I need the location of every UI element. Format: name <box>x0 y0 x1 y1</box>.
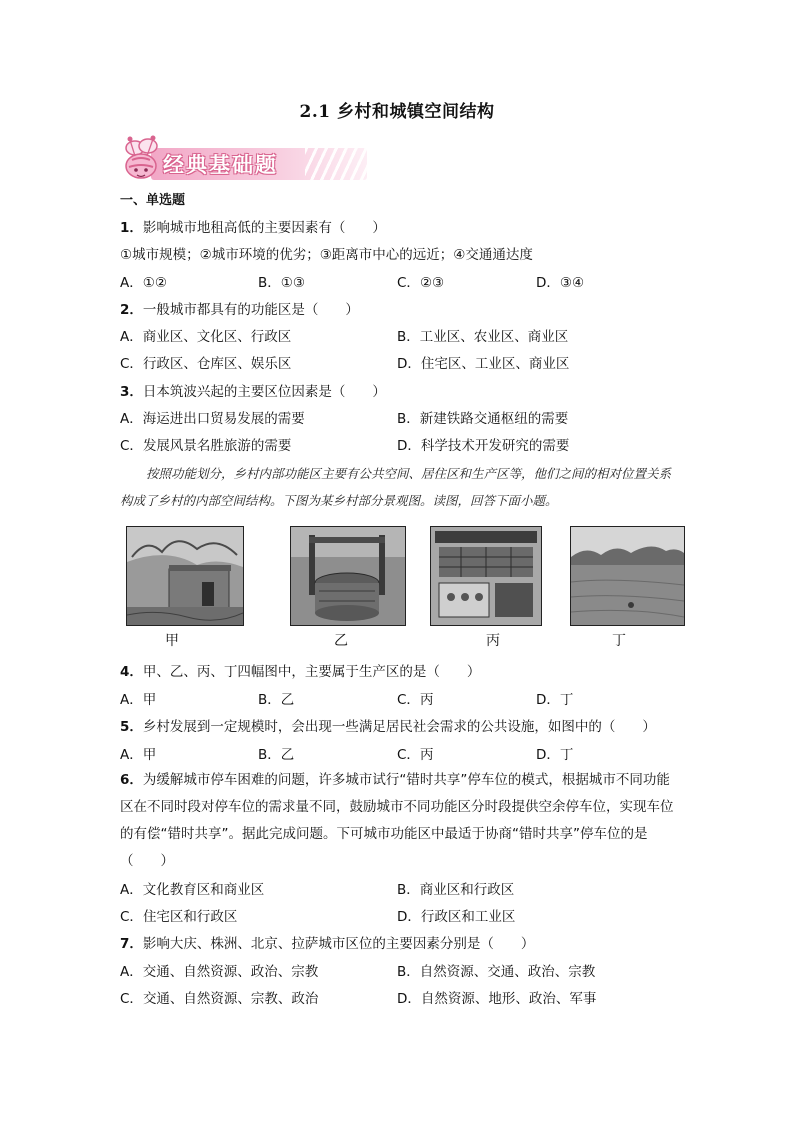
option-label: A． <box>120 747 143 763</box>
option-label: D． <box>536 275 560 291</box>
option-text: ①③ <box>280 275 305 291</box>
option-text: 丙 <box>419 692 434 708</box>
option-label: C． <box>120 991 143 1007</box>
question-number: 4． <box>120 664 143 680</box>
question-text: 乡村发展到一定规模时，会出现一些满足居民社会需求的公共设施，如图中的（ ） <box>142 719 656 735</box>
option-d[interactable] <box>397 989 596 1009</box>
option-text: 商业区和行政区 <box>419 882 515 898</box>
question-number: 6． <box>120 772 143 788</box>
option-d[interactable] <box>397 907 515 927</box>
option-a[interactable] <box>120 273 167 293</box>
option-a[interactable] <box>120 327 291 347</box>
option-label: C． <box>120 356 143 372</box>
option-text: 丙 <box>419 747 434 763</box>
question-text: 影响城市地租高低的主要因素有（ ） <box>142 220 386 236</box>
option-d[interactable] <box>536 690 573 710</box>
question-text: 一般城市都具有的功能区是（ ） <box>142 302 359 318</box>
photo-caption: 丙 <box>486 633 500 649</box>
option-label: A． <box>120 275 143 291</box>
option-text: ③④ <box>559 275 585 291</box>
question-number: 5． <box>120 719 143 735</box>
option-text: 新建铁路交通枢纽的需要 <box>419 411 569 427</box>
option-label: D． <box>536 747 560 763</box>
page-title: 2.1 乡村和城镇空间结构 <box>299 102 495 122</box>
question-1-stem <box>120 218 386 238</box>
question-text: 甲、乙、丙、丁四幅图中，主要属于生产区的是（ ） <box>142 664 481 680</box>
option-a[interactable] <box>120 690 156 710</box>
option-text: 自然资源、交通、政治、宗教 <box>419 964 596 980</box>
option-label: B． <box>397 411 420 427</box>
shop-photo <box>430 526 542 626</box>
photo-caption: 丁 <box>612 633 626 649</box>
option-d[interactable] <box>397 436 569 456</box>
option-text: 住宅区和行政区 <box>142 909 238 925</box>
option-text: 科学技术开发研究的需要 <box>420 438 570 454</box>
option-b[interactable] <box>258 745 294 765</box>
option-label: B． <box>397 882 420 898</box>
option-a[interactable] <box>120 962 318 982</box>
question-5-stem <box>120 717 656 737</box>
section-heading: 一、单选题 <box>120 193 186 208</box>
option-text: 工业区、农业区、商业区 <box>419 329 569 345</box>
option-label: A． <box>120 964 143 980</box>
option-d[interactable] <box>536 745 573 765</box>
option-label: B． <box>258 275 281 291</box>
option-text: 商业区、文化区、行政区 <box>142 329 292 345</box>
option-text: 行政区、仓库区、娱乐区 <box>142 356 292 372</box>
photo-caption: 甲 <box>165 633 179 649</box>
photo-caption: 乙 <box>334 633 348 649</box>
question-2-stem <box>120 300 359 320</box>
well-photo <box>290 526 406 626</box>
section-banner <box>115 134 375 188</box>
option-label: A． <box>120 692 143 708</box>
option-b[interactable] <box>397 409 568 429</box>
question-number: 2． <box>120 302 143 318</box>
option-b[interactable] <box>397 962 595 982</box>
option-text: 海运进出口贸易发展的需要 <box>142 411 305 427</box>
rural-house-photo <box>126 526 244 626</box>
option-a[interactable] <box>120 880 264 900</box>
option-label: C． <box>120 438 143 454</box>
option-c[interactable] <box>120 989 318 1009</box>
option-text: 乙 <box>280 747 295 763</box>
option-c[interactable] <box>397 273 444 293</box>
question-7-stem <box>120 934 534 954</box>
option-text: 甲 <box>142 747 157 763</box>
question-6-stem <box>120 767 680 875</box>
option-b[interactable] <box>258 273 305 293</box>
option-b[interactable] <box>258 690 294 710</box>
field-photo <box>570 526 685 626</box>
option-a[interactable] <box>120 745 156 765</box>
option-c[interactable] <box>120 436 291 456</box>
option-label: C． <box>397 275 420 291</box>
option-label: D． <box>397 991 421 1007</box>
option-text: 自然资源、地形、政治、军事 <box>420 991 597 1007</box>
option-label: C． <box>397 747 420 763</box>
option-label: D． <box>536 692 560 708</box>
option-text: 丁 <box>559 747 574 763</box>
option-label: C． <box>397 692 420 708</box>
reading-passage: 按照功能划分，乡村内部功能区主要有公共空间、居住区和生产区等，他们之间的相对位置关系构成了乡村的内部空间结构。下图为某乡村部分景观图。读图，回答下面小题。 <box>120 466 672 508</box>
question-3-stem <box>120 382 386 402</box>
option-text: 甲 <box>142 692 157 708</box>
question-number: 7． <box>120 936 143 952</box>
option-c[interactable] <box>397 745 433 765</box>
option-text: ①② <box>142 275 167 291</box>
option-d[interactable] <box>536 273 584 293</box>
option-label: C． <box>120 909 143 925</box>
option-label: A． <box>120 329 143 345</box>
option-text: 乙 <box>280 692 295 708</box>
option-text: 丁 <box>559 692 574 708</box>
option-label: B． <box>258 747 281 763</box>
option-a[interactable] <box>120 409 305 429</box>
option-label: B． <box>397 964 420 980</box>
option-text: 文化教育区和商业区 <box>142 882 265 898</box>
option-b[interactable] <box>397 327 568 347</box>
option-label: D． <box>397 356 421 372</box>
option-label: A． <box>120 411 143 427</box>
option-c[interactable] <box>397 690 433 710</box>
question-number: 3． <box>120 384 143 400</box>
banner-text: 经典基础题 <box>163 153 278 177</box>
option-text: 住宅区、工业区、商业区 <box>420 356 570 372</box>
question-text: 为缓解城市停车困难的问题，许多城市试行“错时共享”停车位的模式，根据城市不同功能区在不同时段对停车位的需求量不同，鼓励城市不同功能区分时段提供空余停车位，实现车位的有偿“错时共享”。据此完成问题。下可城市功能区中最适于协商“错时共享”停车位的是（ ） <box>120 772 674 869</box>
option-text: 交通、自然资源、宗教、政治 <box>142 991 319 1007</box>
option-c[interactable] <box>120 354 291 374</box>
question-text: 日本筑波兴起的主要区位因素是（ ） <box>142 384 386 400</box>
question-text: 影响大庆、株洲、北京、拉萨城市区位的主要因素分别是（ ） <box>142 936 535 952</box>
option-label: D． <box>397 438 421 454</box>
option-b[interactable] <box>397 880 514 900</box>
banner-chevrons <box>305 148 375 180</box>
option-d[interactable] <box>397 354 569 374</box>
option-text: 交通、自然资源、政治、宗教 <box>142 964 319 980</box>
option-c[interactable] <box>120 907 237 927</box>
option-label: B． <box>258 692 281 708</box>
question-number: 1． <box>120 220 143 236</box>
option-label: B． <box>397 329 420 345</box>
option-label: A． <box>120 882 143 898</box>
option-label: D． <box>397 909 421 925</box>
option-text: ②③ <box>419 275 445 291</box>
option-text: 发展风景名胜旅游的需要 <box>142 438 292 454</box>
option-text: 行政区和工业区 <box>420 909 516 925</box>
question-4-stem <box>120 662 480 682</box>
question-1-statement: ①城市规模；②城市环境的优劣；③距离市中心的远近；④交通通达度 <box>120 247 533 263</box>
